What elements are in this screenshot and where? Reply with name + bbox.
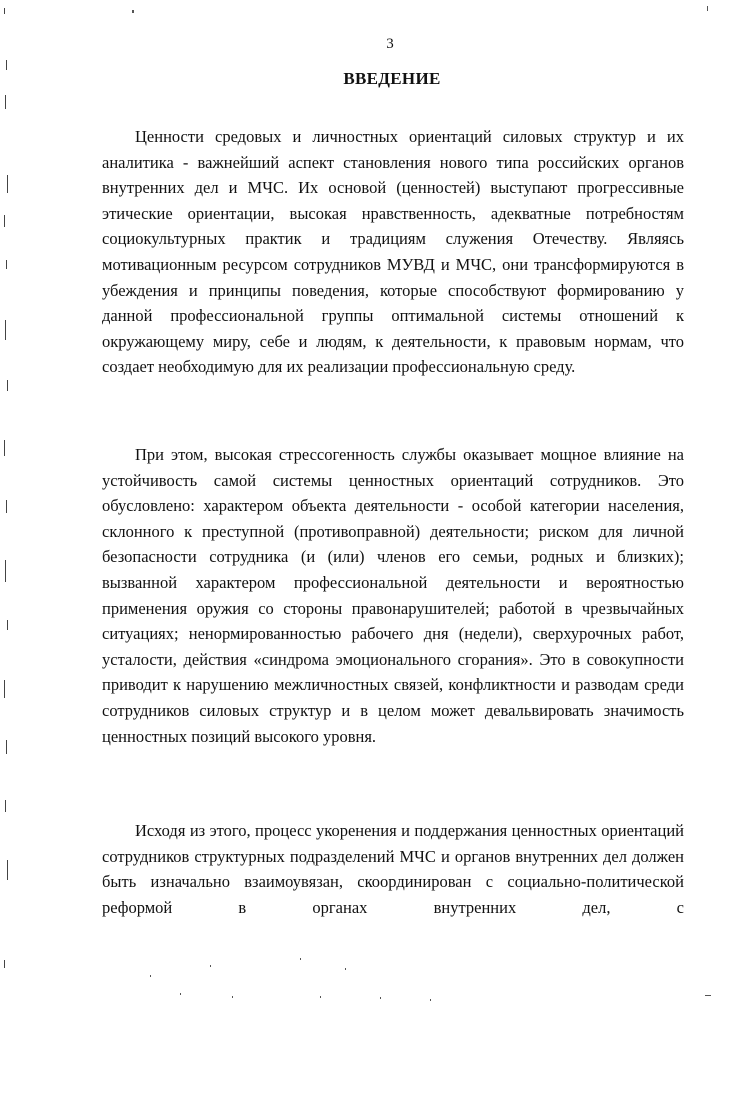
scan-speck bbox=[210, 965, 211, 967]
scan-speck bbox=[180, 993, 181, 995]
paragraph-1: Ценности средовых и личностных ориентаций силовых структур и их аналитика - важнейший аспект становления нового типа российских органов внутренних дел и МЧС. Их основой (ценностей) выступают прогрессивные этические ориентации, высокая нравственность, адекватные потребностям социокультурных практик и традициям служения Отечеству. Являясь мотивационным ресурсом сотрудников МУВД и МЧС, они трансформируются в убеждения и принципы поведения, которые способствуют формированию у данной профессиональной группы оптимальной системы отношений к окружающему миру, себе и людям, к деятельности, к правовым нормам, что создает необходимую для их реализации профессиональную среду. bbox=[102, 127, 684, 377]
scan-speck bbox=[705, 995, 711, 996]
paragraph-2: При этом, высокая стрессогенность службы оказывает мощное влияние на устойчивость самой системы ценностных ориентаций сотрудников. Это обусловлено: характером объекта деятельности - особой категории населения, склонного к преступной (противоправной) деятельности; риском для личной безопасности сотрудника (и (или) членов его семьи, родных и близких); вызванной характером профессиональной деятельности и вероятностью применения оружия со стороны правонарушителей; работой в чрезвычайных ситуациях; ненормированностью рабочего дня (недели), сверхурочных работ, усталости, действия «синдрома эмоционального сгорания». Это в совокупности приводит к нарушению межличностных связей, конфликтности и разводам среди сотрудников силовых структур и в целом может девальвировать значимость ценностных позиций высокого уровня. bbox=[102, 445, 684, 746]
scan-speck bbox=[320, 996, 321, 998]
paragraph-3: Исходя из этого, процесс укоренения и поддержания ценностных ориентаций сотрудников структурных подразделений МЧС и органов внутренних дел должен быть изначально взаимоувязан, скоординирован с социально-политической реформой в органах внутренних дел, с bbox=[102, 821, 684, 917]
page-number: 3 bbox=[386, 36, 394, 52]
page-heading: ВВЕДЕНИЕ bbox=[343, 69, 441, 88]
scan-speck bbox=[150, 975, 151, 977]
scan-speck bbox=[132, 10, 134, 13]
scan-speck bbox=[707, 6, 708, 11]
scan-margin-artifacts bbox=[2, 0, 12, 1000]
scan-speck bbox=[345, 968, 346, 970]
scan-speck bbox=[380, 997, 381, 999]
scan-speck bbox=[300, 958, 301, 960]
scan-speck bbox=[232, 996, 233, 998]
scan-speck bbox=[430, 999, 431, 1001]
